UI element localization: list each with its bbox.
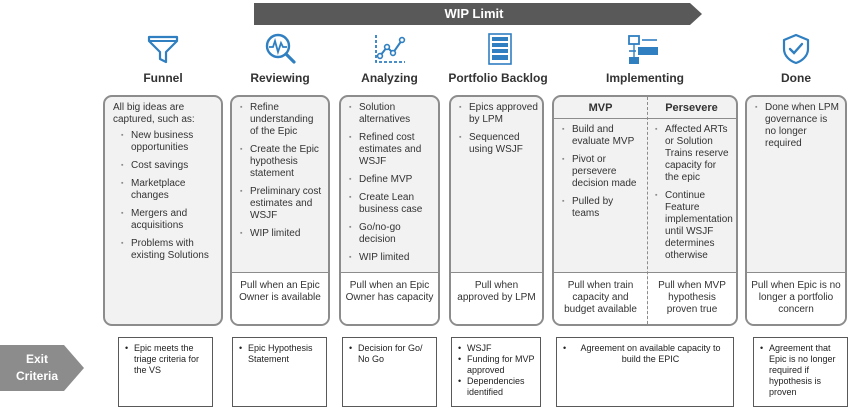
persevere-pull-text: Pull when MVP hypothesis proven true: [648, 273, 736, 324]
exit-item: • Agreement that Epic is no longer required if hypothesis is proven: [760, 343, 843, 398]
done-pull-text: Pull when Epic is no longer a portfolio concern: [751, 280, 841, 315]
stage-title-done: Done: [781, 71, 811, 85]
exit-criteria-line1: Exit: [25, 352, 48, 366]
analyzing-bullet: ▪ Solution alternatives: [349, 102, 434, 126]
exit-item: • Dependencies identified: [458, 376, 536, 398]
done-card-body: [747, 97, 845, 272]
analyzing-pull-text: Pull when an Epic Owner has capacity: [345, 280, 434, 303]
reviewing-pull-section: [232, 272, 328, 324]
done-pull-section: [747, 272, 845, 324]
mvp-pull-text: Pull when train capacity and budget available: [554, 273, 647, 324]
exit-box-portfolio-backlog: [451, 337, 541, 407]
funnel-card: [103, 95, 223, 326]
reviewing-bullet: ▪ Create the Epic hypothesis statement: [240, 144, 324, 180]
stage-title-analyzing: Analyzing: [361, 71, 418, 85]
analyzing-bullet: ▪ Create Lean business case: [349, 192, 434, 216]
exit-item: • Agreement on available capacity to build the EPIC: [563, 343, 729, 365]
done-bullet: ▪ Done when LPM governance is no longer required: [755, 102, 841, 150]
funnel-bullet: ▪ Problems with existing Solutions: [121, 238, 217, 262]
funnel-bullet: ▪ New business opportunities: [121, 130, 217, 154]
exit-box-implementing: [556, 337, 734, 407]
exit-criteria-arrow: [0, 345, 86, 391]
shield-check-icon: [779, 32, 813, 66]
exit-box-done: [753, 337, 848, 407]
exit-list-portfolio-backlog: [452, 338, 540, 398]
analyzing-bullets: [341, 97, 438, 264]
exit-item: • Epic meets the triage criteria for the VS: [125, 343, 208, 376]
mvp-body: [554, 119, 647, 226]
funnel-bullet: ▪ Cost savings: [121, 160, 217, 172]
analyzing-card-body: [341, 97, 438, 272]
mvp-bullet: ▪ Pulled by teams: [562, 196, 643, 220]
portfolio-backlog-card-body: [451, 97, 542, 272]
done-bullets: [747, 97, 845, 150]
magnifier-pulse-icon: [263, 32, 297, 66]
exit-item: • WSJF: [458, 343, 536, 354]
persevere-bullets: [647, 119, 736, 262]
reviewing-card: [230, 95, 330, 326]
reviewing-card-body: [232, 97, 328, 272]
implementing-card: [552, 95, 738, 326]
portfolio-backlog-bullet: ▪ Epics approved by LPM: [459, 102, 538, 126]
portfolio-backlog-bullet: ▪ Sequenced using WSJF: [459, 132, 538, 156]
exit-box-funnel: [118, 337, 213, 407]
exit-item: • Epic Hypothesis Statement: [239, 343, 322, 365]
analyzing-card: [339, 95, 440, 326]
funnel-bullets: [105, 128, 221, 262]
persevere-bullet: ▪ Affected ARTs or Solution Trains reserve capacity for the epic: [655, 124, 732, 184]
stage-title-reviewing: Reviewing: [250, 71, 310, 85]
reviewing-bullets: [232, 97, 328, 240]
exit-criteria-line2: Criteria: [15, 369, 59, 383]
portfolio-backlog-card: [449, 95, 544, 326]
line-chart-icon: [373, 32, 407, 66]
analyzing-bullet: ▪ Go/no-go decision: [349, 222, 434, 246]
exit-box-analyzing: [342, 337, 437, 407]
funnel-bullet: ▪ Marketplace changes: [121, 178, 217, 202]
mvp-bullet: ▪ Build and evaluate MVP: [562, 124, 643, 148]
exit-box-reviewing: [232, 337, 327, 407]
funnel-card-body: [105, 97, 221, 326]
funnel-bullet: ▪ Mergers and acquisitions: [121, 208, 217, 232]
stage-title-portfolio-backlog: Portfolio Backlog: [448, 71, 548, 85]
stage-title-funnel: Funnel: [143, 71, 183, 85]
persevere-bullet: ▪ Continue Feature implementation until WSJF determines otherwise: [655, 190, 732, 262]
stage-title-implementing: Implementing: [605, 71, 684, 85]
wip-limit-arrow: [254, 3, 702, 25]
mvp-header: MVP: [554, 97, 647, 119]
funnel-icon: [146, 32, 180, 66]
persevere-body: [647, 119, 736, 268]
workflow-icon: [626, 32, 660, 66]
wip-limit-label: WIP Limit: [444, 6, 504, 21]
mvp-bullet: ▪ Pivot or persevere decision made: [562, 154, 643, 190]
reviewing-pull-text: Pull when an Epic Owner is available: [239, 280, 321, 303]
mvp-bullets: [554, 119, 647, 220]
portfolio-backlog-pull-section: [451, 272, 542, 324]
exit-list-done: [754, 338, 847, 398]
backlog-stack-icon: [483, 32, 517, 66]
exit-item: • Funding for MVP approved: [458, 354, 536, 376]
reviewing-bullet: ▪ WIP limited: [240, 228, 324, 240]
done-card: [745, 95, 847, 326]
exit-list-implementing: [557, 338, 733, 365]
exit-item: • Decision for Go/ No Go: [349, 343, 432, 365]
analyzing-bullet: ▪ Define MVP: [349, 174, 434, 186]
portfolio-backlog-bullets: [451, 97, 542, 156]
funnel-intro: All big ideas are captured, such as:: [113, 102, 195, 125]
implementing-pull-section: [554, 272, 736, 324]
exit-list-funnel: [119, 338, 212, 376]
reviewing-bullet: ▪ Refine understanding of the Epic: [240, 102, 324, 138]
persevere-header: Persevere: [647, 97, 736, 119]
exit-list-analyzing: [343, 338, 436, 365]
analyzing-pull-section: [341, 272, 438, 324]
analyzing-bullet: ▪ Refined cost estimates and WSJF: [349, 132, 434, 168]
analyzing-bullet: ▪ WIP limited: [349, 252, 434, 264]
exit-list-reviewing: [233, 338, 326, 365]
portfolio-backlog-pull-text: Pull when approved by LPM: [457, 280, 536, 303]
exit-criteria-label: [0, 351, 74, 385]
reviewing-bullet: ▪ Preliminary cost estimates and WSJF: [240, 186, 324, 222]
